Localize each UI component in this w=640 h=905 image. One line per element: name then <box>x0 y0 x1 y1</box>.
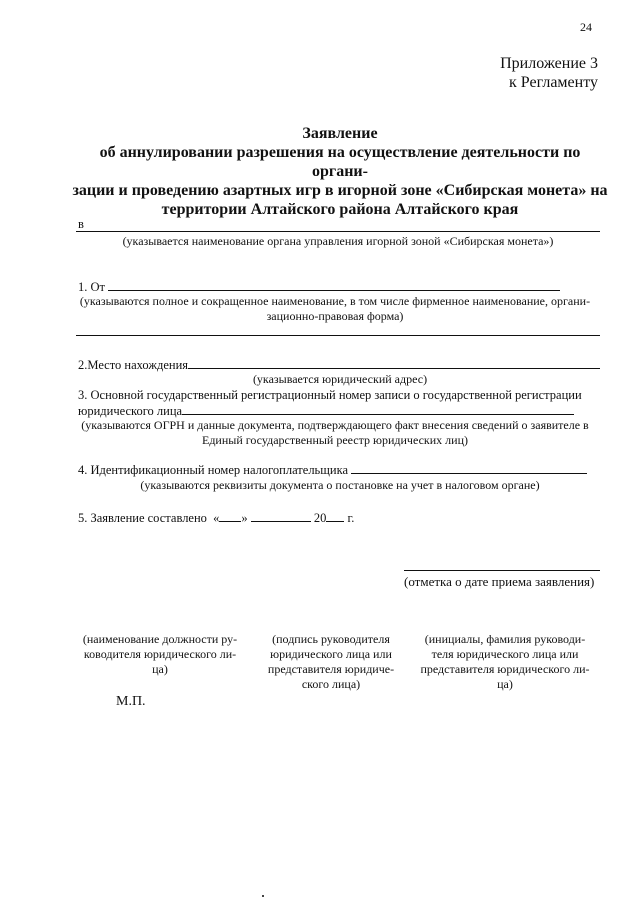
sig-col3-line-4: ца) <box>497 677 513 691</box>
to-label: в <box>78 217 84 231</box>
sig-col2-line-4: ского лица) <box>301 677 361 691</box>
signature-position-hint <box>70 632 250 677</box>
item2-field-line[interactable] <box>188 357 600 369</box>
item1-label: 1. От <box>78 280 105 294</box>
title-line-3: зации и проведению азартных игр в игорной зоне «Сибирская монета» на <box>72 182 608 199</box>
item4-hint: (указываются реквизиты документа о постановке на учет в налоговом органе) <box>140 478 540 492</box>
sig-col1-line-3: ца) <box>152 662 168 676</box>
year-suffix: г. <box>347 511 355 525</box>
sig-col1-line-2: ководителя юридического ли- <box>83 647 237 661</box>
year-prefix: 20 <box>313 511 327 525</box>
title-line-1: Заявление <box>302 125 378 142</box>
appendix-line-1: Приложение 3 <box>500 55 598 72</box>
document-title <box>70 124 610 219</box>
item1-field-line[interactable] <box>108 279 560 291</box>
item5-label: 5. Заявление составлено <box>78 511 207 525</box>
appendix-reference <box>500 54 598 92</box>
item1-hint-line-1: (указываются полное и сокращенное наименование, в том числе фирменное наименование, органи- <box>79 294 591 308</box>
item4-field-line[interactable] <box>351 462 587 474</box>
item3-hint-line-1: (указываются ОГРН и данные документа, подтверждающего факт внесения сведений о заявителе в <box>81 418 589 432</box>
year-field-line[interactable] <box>326 510 344 522</box>
title-line-4: территории Алтайского района Алтайского края <box>161 201 519 218</box>
sig-col3-line-2: теля юридического лица или <box>431 647 579 661</box>
item1-extra-line[interactable] <box>76 335 600 336</box>
item3-line-1: 3. Основной государственный регистрационный номер записи о государственной регистрации <box>78 388 582 402</box>
title-line-2: об аннулировании разрешения на осуществление деятельности по органи- <box>99 144 581 180</box>
appendix-line-2: к Регламенту <box>509 74 598 91</box>
sig-col3-line-1: (инициалы, фамилия руководи- <box>424 632 586 646</box>
page-number: 24 <box>580 20 592 34</box>
item5-quote-close: » <box>241 511 248 525</box>
stamp-place: М.П. <box>116 694 146 709</box>
sig-col2-line-1: (подпись руководителя <box>272 632 390 646</box>
signature-sign-hint <box>256 632 406 692</box>
sig-col3-line-3: представителя юридического ли- <box>420 662 590 676</box>
to-field-line[interactable] <box>76 231 600 232</box>
item3-field-line[interactable] <box>182 403 574 415</box>
item2-hint: (указывается юридический адрес) <box>252 372 428 386</box>
item5-row <box>78 510 354 526</box>
sig-col2-line-3: представителя юридиче- <box>267 662 395 676</box>
item4-label: 4. Идентификационный номер налогоплательщика <box>78 463 349 477</box>
item3-row <box>78 403 574 419</box>
item3-label: юридического лица <box>78 404 183 418</box>
receipt-date-line[interactable] <box>404 570 600 571</box>
item1-row <box>78 279 560 295</box>
to-hint: (указывается наименование органа управления игорной зоной «Сибирская монета») <box>122 234 554 248</box>
item2-label: 2.Место нахождения <box>78 358 189 372</box>
item2-row <box>78 357 600 373</box>
scan-dot <box>262 895 264 897</box>
month-field-line[interactable] <box>251 510 311 522</box>
item3-hint-line-2: Единый государственный реестр юридических лиц) <box>202 433 468 447</box>
sig-col2-line-2: юридического лица или <box>270 647 392 661</box>
day-field-line[interactable] <box>219 510 241 522</box>
item4-row <box>78 462 587 478</box>
signature-name-hint <box>410 632 600 692</box>
sig-col1-line-1: (наименование должности ру- <box>82 632 238 646</box>
item1-hint-line-2: зационно-правовая форма) <box>266 309 404 323</box>
receipt-note: (отметка о дате приема заявления) <box>404 574 595 589</box>
item5-quote-open: « <box>213 511 220 525</box>
